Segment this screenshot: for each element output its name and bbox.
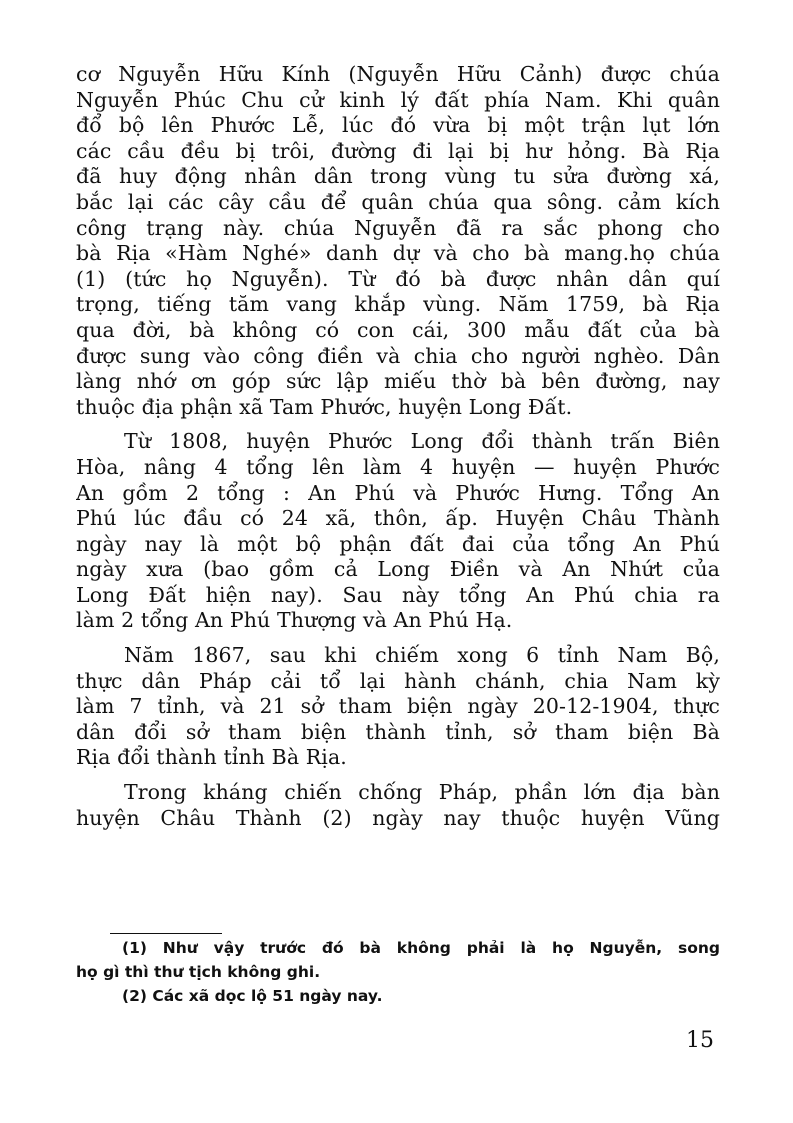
text-line: huyện Châu Thành (2) ngày nay thuộc huyện Vũng [76, 805, 720, 830]
text-line: công trạng này. chúa Nguyễn đã ra sắc phong cho [76, 215, 720, 240]
text-line: thực dân Pháp cải tổ lại hành chánh, chia Nam kỳ [76, 668, 720, 693]
text-line: làng nhớ ơn góp sức lập miếu thờ bà bên đường, nay [76, 369, 720, 394]
text-line: Hòa, nâng 4 tổng lên làm 4 huyện — huyện Phước [76, 454, 720, 479]
paragraph-4 [76, 780, 720, 831]
body-text [76, 62, 720, 831]
text-line: An gồm 2 tổng : An Phú và Phước Hưng. Tổng An [76, 480, 720, 505]
text-line: Trong kháng chiến chống Pháp, phần lớn địa bàn [124, 780, 720, 805]
footnotes [76, 936, 720, 1008]
text-line: thuộc địa phận xã Tam Phước, huyện Long Đất. [76, 394, 573, 419]
text-line: (1) (tức họ Nguyễn). Từ đó bà được nhân dân quí [76, 266, 720, 291]
footnote-1-continuation: họ gì thì thư tịch không ghi. [76, 963, 321, 981]
text-line: được sung vào công điền và chia cho người nghèo. Dân [76, 343, 720, 368]
paragraph-2 [76, 429, 720, 634]
text-line: Rịa đổi thành tỉnh Bà Rịa. [76, 745, 347, 770]
text-line: đã huy động nhân dân trong vùng tu sửa đường xá, [76, 164, 720, 189]
paragraph-3 [76, 643, 720, 771]
text-line: các cầu đều bị trôi, đường đi lại bị hư hỏng. Bà Rịa [76, 138, 720, 163]
text-line: qua đời, bà không có con cái, 300 mẫu đất của bà [76, 317, 720, 342]
text-line: ngày xưa (bao gồm cả Long Điền và An Nhứt của [76, 557, 720, 582]
text-line: Từ 1808, huyện Phước Long đổi thành trấn Biên [124, 429, 720, 454]
footnote-2: (2) Các xã dọc lộ 51 ngày nay. [122, 987, 383, 1005]
text-line: Phú lúc đầu có 24 xã, thôn, ấp. Huyện Châu Thành [76, 506, 720, 531]
paragraph-1 [76, 62, 720, 420]
text-line: trọng, tiếng tăm vang khắp vùng. Năm 1759, bà Rịa [76, 292, 720, 317]
text-line: cơ Nguyễn Hữu Kính (Nguyễn Hữu Cảnh) được chúa [76, 62, 720, 86]
text-line: Long Đất hiện nay). Sau này tổng An Phú chia ra [76, 582, 720, 607]
text-line: làm 2 tổng An Phú Thượng và An Phú Hạ. [76, 608, 513, 633]
text-line: dân đổi sở tham biện thành tỉnh, sở tham biện Bà [76, 719, 720, 744]
footnote-divider [110, 933, 222, 934]
text-line: bắc lại các cây cầu để quân chúa qua sông. cảm kích [76, 189, 720, 214]
text-line: làm 7 tỉnh, và 21 sở tham biện ngày 20-12-1904, thực [76, 694, 720, 719]
page-number: 15 [686, 1028, 714, 1053]
text-line: Năm 1867, sau khi chiếm xong 6 tỉnh Nam Bộ, [124, 643, 720, 668]
text-line: bà Rịa «Hàm Nghé» danh dự và cho bà mang.họ chúa [76, 241, 720, 266]
footnote-1: (1) Như vậy trước đó bà không phải là họ Nguyễn, song [122, 939, 720, 957]
text-line: ngày nay là một bộ phận đất đai của tổng An Phú [76, 531, 720, 556]
text-line: Nguyễn Phúc Chu cử kinh lý đất phía Nam. Khi quân [76, 87, 720, 112]
text-line: đổ bộ lên Phước Lễ, lúc đó vừa bị một trận lụt lớn [76, 113, 720, 138]
